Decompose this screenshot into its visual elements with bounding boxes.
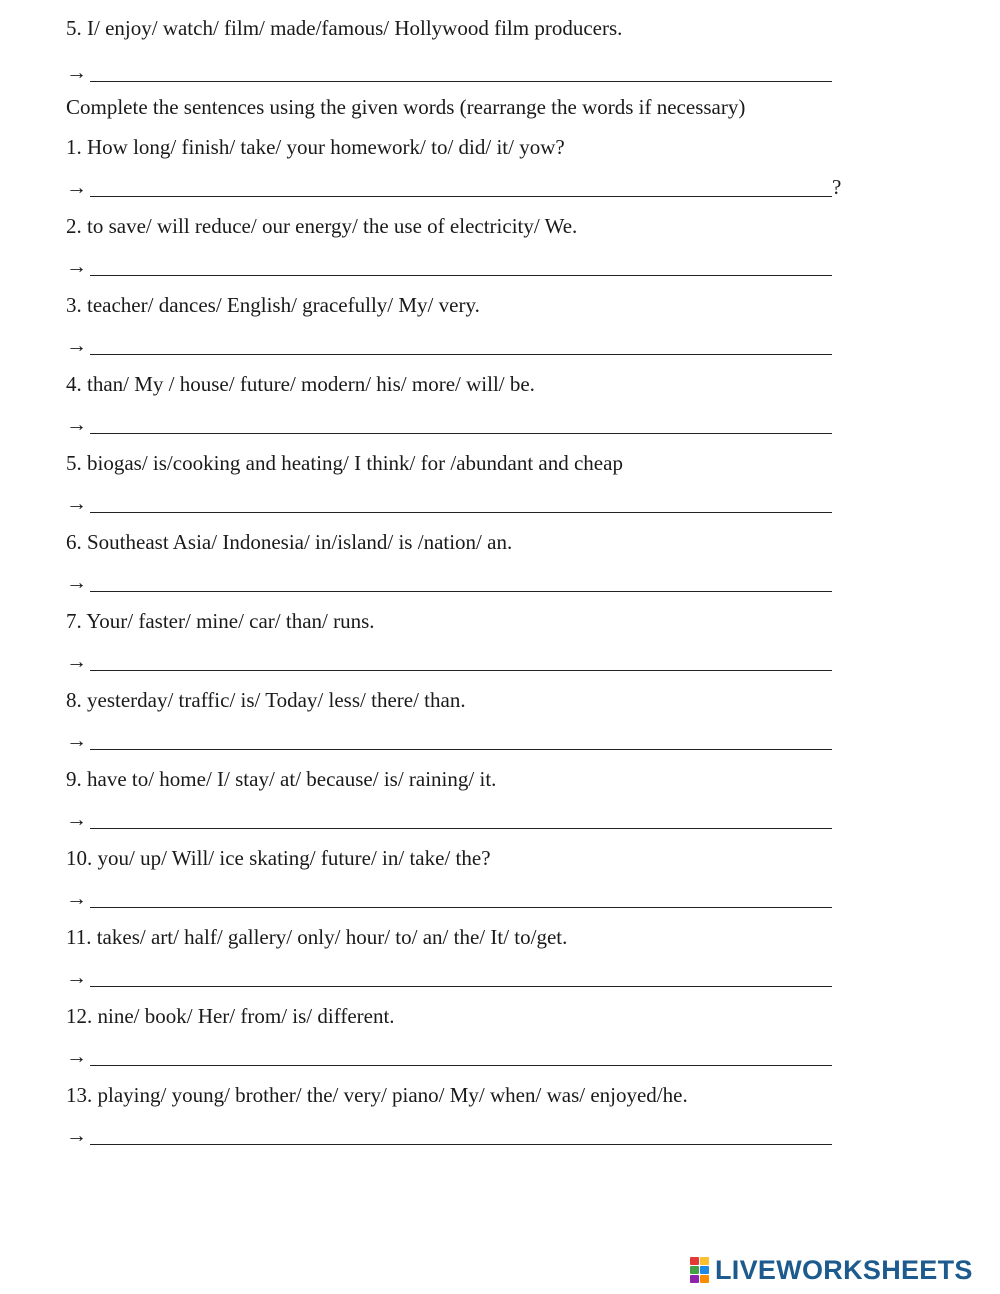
liveworksheets-logo xyxy=(690,1255,973,1285)
arrow-icon: → xyxy=(66,412,87,436)
logo-tile-yellow xyxy=(700,1257,709,1265)
answer-blank[interactable] xyxy=(90,591,832,592)
answer-blank[interactable] xyxy=(90,828,832,829)
arrow-icon: → xyxy=(66,333,87,357)
logo-text: LIVEWORKSHEETS xyxy=(715,1254,973,1285)
answer-blank[interactable] xyxy=(90,512,832,513)
answer-blank[interactable] xyxy=(90,196,832,197)
answer-line-3[interactable] xyxy=(66,332,836,358)
exercise-prompt-1: 1. How long/ finish/ take/ your homework/ to/ did/ it/ yow? xyxy=(66,135,565,159)
answer-line-10[interactable] xyxy=(66,885,836,911)
answer-line-1[interactable] xyxy=(66,174,846,200)
arrow-icon: → xyxy=(66,254,87,278)
exercise-prompt-8: 8. yesterday/ traffic/ is/ Today/ less/ there/ than. xyxy=(66,688,466,712)
exercise-prompt-4: 4. than/ My / house/ future/ modern/ his/ more/ will/ be. xyxy=(66,372,535,396)
answer-line-8[interactable] xyxy=(66,727,836,753)
exercise-prompt-11: 11. takes/ art/ half/ gallery/ only/ hour/ to/ an/ the/ It/ to/get. xyxy=(66,925,568,949)
arrow-icon: → xyxy=(66,649,87,673)
logo-tile-purple xyxy=(690,1275,699,1283)
logo-mark-icon xyxy=(690,1257,710,1283)
arrow-icon: → xyxy=(66,491,87,515)
answer-line-11[interactable] xyxy=(66,964,836,990)
logo-tile-orange xyxy=(700,1275,709,1283)
arrow-icon: → xyxy=(66,175,87,199)
arrow-icon: → xyxy=(66,60,87,84)
answer-blank[interactable] xyxy=(90,354,832,355)
answer-line-top[interactable] xyxy=(66,59,836,85)
answer-blank[interactable] xyxy=(90,81,832,82)
logo-tile-green xyxy=(690,1266,699,1274)
arrow-icon: → xyxy=(66,728,87,752)
arrow-icon: → xyxy=(66,1044,87,1068)
answer-blank[interactable] xyxy=(90,1144,832,1145)
exercise-prompt-7: 7. Your/ faster/ mine/ car/ than/ runs. xyxy=(66,609,375,633)
arrow-icon: → xyxy=(66,965,87,989)
arrow-icon: → xyxy=(66,1123,87,1147)
exercise-prompt-6: 6. Southeast Asia/ Indonesia/ in/island/ is /nation/ an. xyxy=(66,530,513,554)
answer-blank[interactable] xyxy=(90,986,832,987)
exercise-prompt-9: 9. have to/ home/ I/ stay/ at/ because/ is/ raining/ it. xyxy=(66,767,497,791)
logo-tile-blue xyxy=(700,1266,709,1274)
answer-line-6[interactable] xyxy=(66,569,836,595)
answer-line-7[interactable] xyxy=(66,648,836,674)
answer-line-2[interactable] xyxy=(66,253,836,279)
exercise-prompt-12: 12. nine/ book/ Her/ from/ is/ different. xyxy=(66,1004,395,1028)
answer-line-9[interactable] xyxy=(66,806,836,832)
arrow-icon: → xyxy=(66,570,87,594)
exercise-prompt-13: 13. playing/ young/ brother/ the/ very/ piano/ My/ when/ was/ enjoyed/he. xyxy=(66,1083,688,1107)
arrow-icon: → xyxy=(66,886,87,910)
answer-line-4[interactable] xyxy=(66,411,836,437)
answer-line-12[interactable] xyxy=(66,1043,836,1069)
answer-line-13[interactable] xyxy=(66,1122,836,1148)
instructions: Complete the sentences using the given words (rearrange the words if necessary) xyxy=(66,95,746,119)
exercise-prompt-3: 3. teacher/ dances/ English/ gracefully/ My/ very. xyxy=(66,293,480,317)
exercise-prompt-5: 5. biogas/ is/cooking and heating/ I think/ for /abundant and cheap xyxy=(66,451,623,475)
question-mark: ? xyxy=(832,175,842,199)
exercise-prompt-top: 5. I/ enjoy/ watch/ film/ made/famous/ Hollywood film producers. xyxy=(66,16,623,40)
logo-tile-red xyxy=(690,1257,699,1265)
exercise-prompt-2: 2. to save/ will reduce/ our energy/ the use of electricity/ We. xyxy=(66,214,578,238)
answer-blank[interactable] xyxy=(90,1065,832,1066)
exercise-prompt-10: 10. you/ up/ Will/ ice skating/ future/ in/ take/ the? xyxy=(66,846,491,870)
arrow-icon: → xyxy=(66,807,87,831)
answer-line-5[interactable] xyxy=(66,490,836,516)
answer-blank[interactable] xyxy=(90,275,832,276)
answer-blank[interactable] xyxy=(90,749,832,750)
answer-blank[interactable] xyxy=(90,907,832,908)
answer-blank[interactable] xyxy=(90,670,832,671)
answer-blank[interactable] xyxy=(90,433,832,434)
